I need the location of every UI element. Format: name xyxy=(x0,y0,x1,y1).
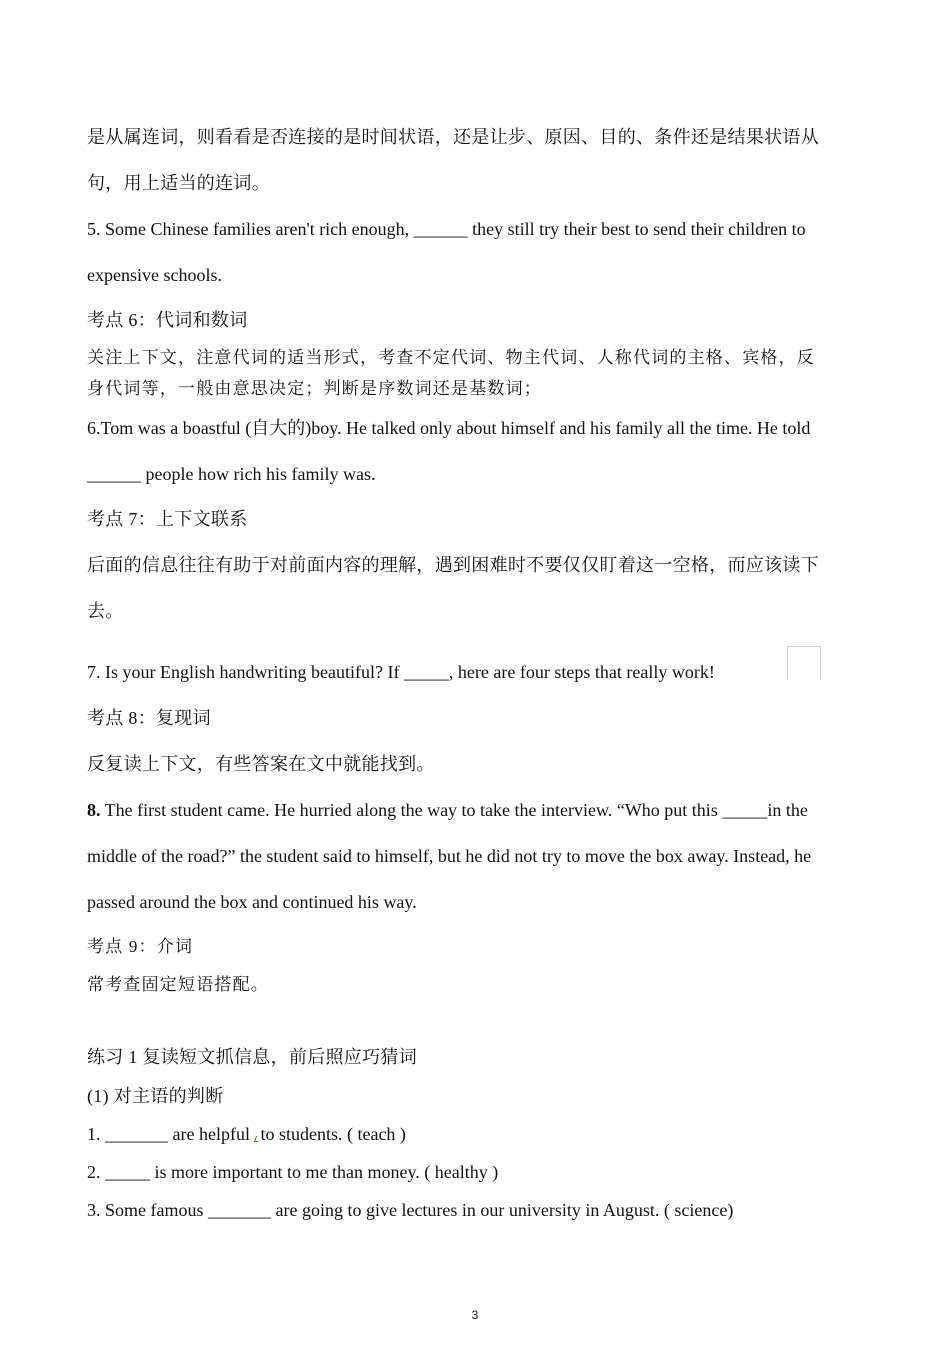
text-line: 是从属连词，则看看是否连接的是时间状语，还是让步、原因、目的、条件还是结果状语从 xyxy=(87,127,819,147)
exercise-item-3: 3. Some famous _______ are going to give lectures in our university in August. ( science) xyxy=(87,1200,734,1220)
text-line: expensive schools. xyxy=(87,265,222,285)
text-line: 常考查固定短语搭配。 xyxy=(87,975,269,994)
text-line: 后面的信息往往有助于对前面内容的理解，遇到困难时不要仅仅盯着这一空格，而应该读下 xyxy=(87,555,819,575)
question-5: 5. Some Chinese families aren't rich enough, ______ they still try their best to send their children to xyxy=(87,219,806,239)
page-number: 3 xyxy=(471,1308,479,1322)
question-number: 8. xyxy=(87,800,101,820)
text-line: 去。 xyxy=(87,601,124,621)
blank-box xyxy=(787,646,821,680)
section-heading: 考点 8：复现词 xyxy=(87,708,211,728)
section-heading: 考点 9：介词 xyxy=(87,937,194,956)
item-text: 1. _______ are helpful xyxy=(87,1124,255,1144)
text-line: 关注上下文，注意代词的适当形式，考查不定代词、物主代词、人称代词的主格、宾格，反 xyxy=(87,348,815,367)
text-line: middle of the road?” the student said to himself, but he did not try to move the box away. Instead, he xyxy=(87,846,812,866)
exercise-item-1 xyxy=(87,1122,406,1146)
exercise-item-2: 2. _____ is more important to me than money. ( healthy ) xyxy=(87,1162,499,1182)
question-6: 6.Tom was a boastful (自大的)boy. He talked only about himself and his family all the time. He told xyxy=(87,418,811,438)
question-7: 7. Is your English handwriting beautiful? If _____, here are four steps that really work! xyxy=(87,662,715,682)
text-line: 身代词等，一般由意思决定；判断是序数词还是基数词； xyxy=(87,379,542,398)
text-line: 句，用上适当的连词。 xyxy=(87,173,270,193)
question-text: The first student came. He hurried along the way to take the interview. “Who put this _____in the xyxy=(100,800,808,820)
text-line: (1) 对主语的判断 xyxy=(87,1086,224,1106)
text-line: passed around the box and continued his way. xyxy=(87,892,417,912)
section-heading: 考点 7：上下文联系 xyxy=(87,509,248,529)
section-heading: 考点 6：代词和数词 xyxy=(87,310,248,330)
exercise-heading: 练习 1 复读短文抓信息，前后照应巧猜词 xyxy=(87,1047,417,1067)
item-text: to students. ( teach ) xyxy=(260,1124,406,1144)
text-line: 反复读上下文，有些答案在文中就能找到。 xyxy=(87,754,435,774)
text-line: ______ people how rich his family was. xyxy=(87,464,376,484)
question-8 xyxy=(87,798,808,822)
